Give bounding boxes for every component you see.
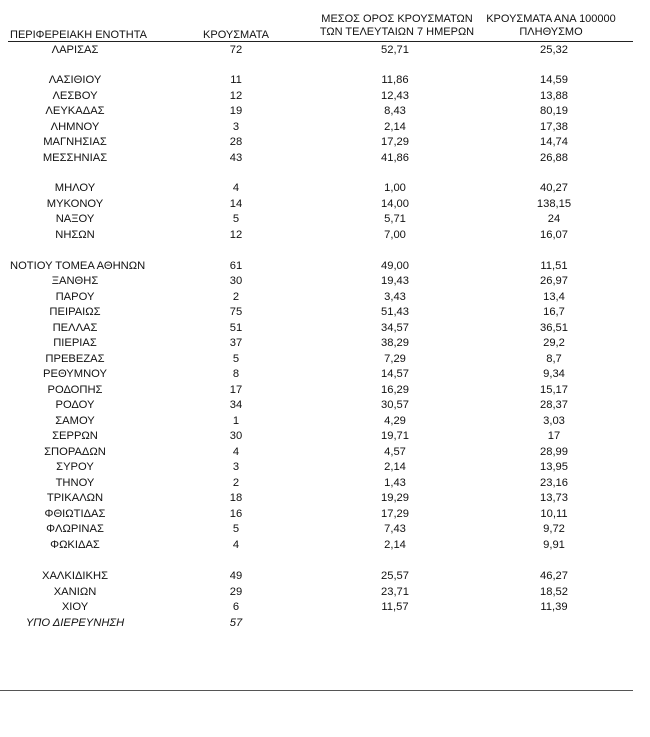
average-cell: 11,57	[381, 601, 409, 613]
table-row	[0, 352, 650, 366]
average-cell: 7,29	[384, 352, 406, 365]
table-row	[0, 259, 650, 273]
cases-cell: 57	[229, 616, 243, 629]
region-cell: ΠΕΙΡΑΙΩΣ	[49, 306, 101, 318]
header-divider	[8, 41, 633, 42]
table-row	[0, 73, 650, 87]
table-row	[0, 600, 650, 614]
region-cell: ΠΑΡΟΥ	[55, 290, 95, 303]
cases-cell: 8	[232, 368, 240, 380]
table-row	[0, 181, 650, 195]
rate-cell: 26,97	[540, 275, 568, 287]
rate-cell: 13,95	[540, 461, 568, 473]
region-cell: ΦΘΙΩΤΙΔΑΣ	[44, 507, 106, 520]
rate-cell: 17,38	[540, 120, 568, 133]
cases-cell: 61	[229, 259, 243, 272]
rate-cell: 16,7	[543, 306, 565, 318]
rate-cell: 13,73	[540, 492, 568, 504]
region-cell: ΣΥΡΟΥ	[56, 461, 94, 473]
average-cell: 12,43	[381, 89, 409, 102]
cases-cell: 30	[229, 275, 243, 287]
cases-cell: 5	[232, 352, 240, 365]
cases-cell: 4	[232, 182, 240, 194]
cases-cell: 5	[232, 523, 240, 535]
average-cell: 25,57	[381, 570, 409, 582]
average-cell: 4,57	[384, 445, 406, 458]
rate-cell: 8,7	[546, 352, 562, 365]
table-row	[0, 120, 650, 134]
region-cell: ΤΡΙΚΑΛΩΝ	[46, 492, 104, 504]
average-cell: 1,00	[384, 182, 406, 194]
average-cell: 38,29	[381, 337, 409, 349]
table-row	[0, 398, 650, 412]
table-row	[0, 522, 650, 536]
cases-cell: 30	[229, 430, 243, 442]
table-row	[0, 104, 650, 118]
table-row	[0, 305, 650, 319]
cases-cell: 49	[229, 570, 243, 582]
average-cell: 2,14	[384, 461, 406, 473]
table-row-under-investigation	[0, 616, 650, 630]
cases-cell: 51	[229, 321, 243, 334]
cases-cell: 2	[232, 476, 240, 489]
average-cell: 4,29	[384, 414, 406, 427]
cases-cell: 37	[229, 337, 243, 349]
region-cell: ΜΕΣΣΗΝΙΑΣ	[42, 151, 108, 164]
header-average-line1: ΜΕΣΟΣ ΟΡΟΣ ΚΡΟΥΣΜΑΤΩΝ	[321, 13, 473, 25]
table-row	[0, 414, 650, 428]
average-cell: 2,14	[384, 538, 406, 551]
region-cell: ΝΟΤΙΟΥ ΤΟΜΕΑ ΑΘΗΝΩΝ	[10, 259, 146, 272]
average-cell: 49,00	[381, 259, 409, 272]
rate-cell: 14,74	[540, 136, 568, 148]
rate-cell: 80,19	[540, 105, 568, 117]
cases-cell: 6	[232, 601, 240, 613]
cases-cell: 4	[232, 445, 240, 458]
rate-cell: 13,88	[540, 89, 568, 102]
table-row	[0, 429, 650, 443]
header-rate-line1: ΚΡΟΥΣΜΑΤΑ ΑΝΑ 100000	[486, 13, 616, 25]
average-cell: 51,43	[381, 306, 409, 318]
cases-cell: 34	[229, 399, 243, 411]
rate-cell: 46,27	[540, 570, 568, 582]
cases-cell: 17	[229, 383, 243, 396]
average-cell: 3,43	[384, 290, 406, 303]
table-row	[0, 151, 650, 165]
rate-cell: 18,52	[540, 585, 568, 598]
average-cell: 11,86	[381, 74, 409, 86]
cases-cell: 3	[232, 461, 240, 473]
region-cell: ΜΑΓΝΗΣΙΑΣ	[43, 136, 107, 148]
footer-divider	[0, 690, 633, 691]
header-rate-line2: ΠΛΗΘΥΣΜΟ	[519, 26, 583, 38]
rate-cell: 24	[547, 213, 561, 225]
rate-cell: 28,99	[540, 445, 568, 458]
cases-cell: 18	[229, 492, 243, 504]
table-row	[0, 507, 650, 521]
header-average	[312, 13, 482, 39]
region-cell: ΠΡΕΒΕΖΑΣ	[45, 352, 105, 365]
rate-cell: 15,17	[540, 383, 568, 396]
header-cases: ΚΡΟΥΣΜΑΤΑ	[203, 29, 269, 41]
table-row	[0, 197, 650, 211]
region-cell: ΞΑΝΘΗΣ	[51, 275, 99, 287]
cases-cell: 1	[232, 414, 240, 427]
rate-cell: 25,32	[540, 44, 568, 56]
table-row	[0, 321, 650, 335]
region-cell: ΜΗΛΟΥ	[54, 182, 96, 194]
region-cell: ΧΑΝΙΩΝ	[53, 585, 97, 598]
rate-cell: 10,11	[540, 507, 568, 520]
region-cell: ΝΗΣΩΝ	[55, 228, 95, 241]
header-rate	[474, 13, 628, 39]
rate-cell: 29,2	[543, 337, 565, 349]
table-row	[0, 89, 650, 103]
cases-cell: 12	[229, 89, 243, 102]
average-cell: 14,57	[381, 368, 409, 380]
region-cell: ΡΟΔΟΠΗΣ	[47, 383, 103, 396]
region-cell: ΣΕΡΡΩΝ	[52, 430, 98, 442]
rate-cell: 14,59	[540, 74, 568, 86]
table-row	[0, 228, 650, 242]
rate-cell: 11,51	[540, 259, 568, 272]
rate-cell: 23,16	[540, 476, 568, 489]
region-cell: ΠΙΕΡΙΑΣ	[53, 337, 97, 349]
table-row	[0, 585, 650, 599]
table-row	[0, 135, 650, 149]
average-cell: 23,71	[381, 585, 409, 598]
average-cell: 16,29	[381, 383, 409, 396]
average-cell: 7,43	[384, 523, 406, 535]
table-row	[0, 445, 650, 459]
average-cell: 52,71	[381, 44, 409, 56]
header-region: ΠΕΡΙΦΕΡΕΙΑΚΗ ΕΝΟΤΗΤΑ	[10, 29, 147, 41]
rate-cell: 9,91	[543, 538, 565, 551]
cases-cell: 3	[232, 120, 240, 133]
rate-cell: 36,51	[540, 321, 568, 334]
average-cell: 7,00	[384, 228, 406, 241]
cases-cell: 75	[229, 306, 243, 318]
cases-cell: 12	[229, 228, 243, 241]
average-cell: 2,14	[384, 120, 406, 133]
rate-cell: 11,39	[540, 601, 568, 613]
rate-cell: 13,4	[543, 290, 565, 303]
region-cell: ΛΑΡΙΣΑΣ	[51, 44, 99, 56]
average-cell: 19,71	[381, 430, 409, 442]
table-row	[0, 274, 650, 288]
region-cell: ΡΕΘΥΜΝΟΥ	[43, 368, 107, 380]
average-cell: 5,71	[384, 213, 406, 225]
table-row	[0, 476, 650, 490]
average-cell: 41,86	[381, 151, 409, 164]
region-cell: ΦΛΩΡΙΝΑΣ	[46, 523, 104, 535]
cases-cell: 43	[229, 151, 243, 164]
rate-cell: 9,34	[543, 368, 565, 380]
cases-cell: 72	[229, 44, 243, 56]
rate-cell: 16,07	[540, 228, 568, 241]
average-cell: 17,29	[381, 136, 409, 148]
region-cell: ΛΕΣΒΟΥ	[52, 89, 98, 102]
cases-cell: 2	[232, 290, 240, 303]
region-cell: ΜΥΚΟΝΟΥ	[46, 197, 104, 210]
cases-cell: 29	[229, 585, 243, 598]
cases-cell: 11	[230, 74, 242, 86]
table-row	[0, 491, 650, 505]
region-cell: ΣΑΜΟΥ	[55, 414, 95, 427]
table-row	[0, 212, 650, 226]
region-cell: ΛΗΜΝΟΥ	[50, 120, 100, 133]
table-row	[0, 383, 650, 397]
rate-cell: 26,88	[540, 151, 568, 164]
table-row	[0, 43, 650, 57]
average-cell: 19,29	[381, 492, 409, 504]
average-cell: 1,43	[384, 476, 406, 489]
table-row	[0, 460, 650, 474]
region-cell: ΡΟΔΟΥ	[55, 399, 95, 411]
cases-cell: 28	[229, 136, 243, 148]
region-cell: ΛΑΣΙΘΙΟΥ	[48, 74, 102, 86]
cases-cell: 19	[229, 105, 243, 117]
region-cell: ΧΙΟΥ	[61, 601, 89, 613]
cases-cell: 4	[232, 538, 240, 551]
average-cell: 19,43	[381, 275, 409, 287]
average-cell: 34,57	[381, 321, 409, 334]
average-cell: 17,29	[381, 507, 409, 520]
average-cell: 30,57	[381, 399, 409, 411]
region-cell: ΝΑΞΟΥ	[55, 213, 95, 225]
average-cell: 14,00	[381, 197, 409, 210]
region-cell: ΧΑΛΚΙΔΙΚΗΣ	[41, 570, 108, 582]
rate-cell: 9,72	[543, 523, 565, 535]
rate-cell: 17	[547, 430, 561, 442]
region-cell: ΠΕΛΛΑΣ	[52, 321, 98, 334]
rate-cell: 28,37	[540, 399, 568, 411]
table-row	[0, 569, 650, 583]
table-row	[0, 367, 650, 381]
region-cell: ΣΠΟΡΑΔΩΝ	[44, 445, 106, 458]
table-row	[0, 336, 650, 350]
rate-cell: 40,27	[540, 182, 568, 194]
region-cell: ΤΗΝΟΥ	[55, 476, 95, 489]
cases-cell: 14	[229, 197, 243, 210]
rate-cell: 3,03	[543, 414, 565, 427]
region-cell: ΦΩΚΙΔΑΣ	[50, 538, 100, 551]
region-cell: ΥΠΟ ΔΙΕΡΕΥΝΗΣΗ	[25, 616, 125, 629]
cases-cell: 5	[232, 213, 240, 225]
rate-cell: 138,15	[536, 197, 572, 210]
table-row	[0, 538, 650, 552]
header-average-line2: ΤΩΝ ΤΕΛΕΥΤΑΙΩΝ 7 ΗΜΕΡΩΝ	[319, 26, 475, 38]
cases-cell: 16	[229, 507, 243, 520]
table-row	[0, 290, 650, 304]
average-cell: 8,43	[384, 105, 406, 117]
region-cell: ΛΕΥΚΑΔΑΣ	[45, 105, 105, 117]
